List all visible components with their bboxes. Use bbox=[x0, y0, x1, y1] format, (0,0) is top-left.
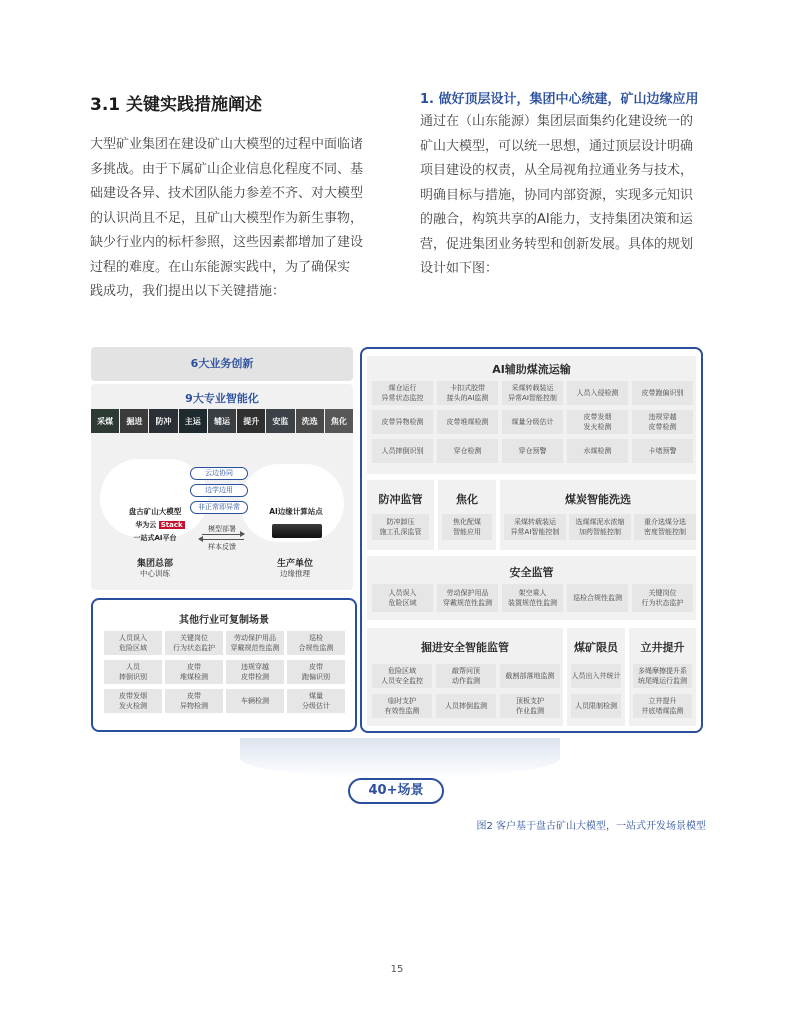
feedback-label: 样本反馈 bbox=[208, 543, 236, 551]
business-bar-label: 6大业务创新 bbox=[190, 357, 254, 370]
impact-title: 防冲监管 bbox=[378, 493, 423, 506]
scenes-badge: 40+场景 bbox=[348, 778, 444, 804]
scene-cell: 焦化配煤 智能应用 bbox=[442, 514, 492, 540]
scene-cell: 架空乘人 装置规范性监测 bbox=[502, 584, 563, 612]
arrow-right bbox=[202, 534, 244, 535]
subsection-heading: 1. 做好顶层设计，集团中心统建，矿山边缘应用 bbox=[420, 92, 699, 107]
paragraph-line: 设计如下图： bbox=[420, 261, 499, 276]
scene-cell: 皮带发烟 发火检测 bbox=[567, 410, 628, 434]
scene-cell: 皮带 异物检测 bbox=[165, 689, 223, 713]
scene-cell: 人员摔倒监测 bbox=[436, 694, 496, 718]
specialty-tile: 主运 bbox=[179, 409, 207, 433]
paragraph-line: 的认识尚且不足，且矿山大模型作为新生事物， bbox=[90, 210, 364, 226]
specialty-tile: 采煤 bbox=[91, 409, 119, 433]
scene-cell: 多绳摩擦提升系 统尾绳运行监测 bbox=[633, 664, 692, 688]
scene-cell: 关键岗位 行为状态监护 bbox=[632, 584, 693, 612]
scene-cell: 人员误入 危险区域 bbox=[372, 584, 433, 612]
edge-site-label: AI边缘计算站点 bbox=[269, 507, 323, 516]
right-paragraph bbox=[420, 110, 710, 282]
prod-subtitle: 边缘推理 bbox=[280, 569, 310, 578]
sync-pill: 云边协同 bbox=[190, 467, 248, 480]
deploy-label: 模型部署 bbox=[208, 525, 236, 533]
scene-cell: 劳动保护用品 穿戴规范性监测 bbox=[437, 584, 498, 612]
scene-cell: 人员入侵检测 bbox=[567, 381, 628, 405]
coking-title: 焦化 bbox=[456, 493, 478, 506]
scene-cell: 皮带发烟 发火检测 bbox=[104, 689, 162, 713]
paragraph-line: 过程的难度。在山东能源实践中，为了确保实 bbox=[90, 259, 351, 275]
paragraph-line: 项目建设的权责，从全局视角拉通业务与技术， bbox=[420, 163, 694, 178]
specialty-tile: 焦化 bbox=[325, 409, 353, 433]
washing-title: 煤炭智能洗选 bbox=[565, 493, 631, 506]
architecture-figure bbox=[90, 346, 706, 736]
scene-cell: 卡扣式胶带 接头的AI监测 bbox=[437, 381, 498, 405]
scene-cell: 巡检 合规性监测 bbox=[287, 631, 345, 655]
specialty-tile: 防冲 bbox=[149, 409, 177, 433]
staff-title: 煤矿限员 bbox=[574, 641, 618, 654]
specialty-title: 9大专业智能化 bbox=[185, 392, 259, 405]
scene-cell: 截割部落地监测 bbox=[500, 664, 560, 688]
figure-shadow bbox=[240, 738, 560, 778]
scene-cell: 关键岗位 行为状态监护 bbox=[165, 631, 223, 655]
sync-pill: 非正常即异常 bbox=[190, 501, 248, 514]
scene-cell: 穿仓预警 bbox=[502, 439, 563, 463]
arrowhead-right-icon bbox=[240, 531, 245, 537]
scene-cell: 人员限制检测 bbox=[571, 694, 621, 718]
page-number: 15 bbox=[390, 964, 404, 975]
arrow-left bbox=[202, 539, 244, 540]
paragraph-line: 通过在（山东能源）集团层面集约化建设统一的 bbox=[420, 114, 694, 129]
specialty-tile: 安监 bbox=[266, 409, 294, 433]
scene-cell: 人员摔倒识别 bbox=[372, 439, 433, 463]
specialty-strip bbox=[91, 409, 353, 433]
brand-stack: Stack bbox=[160, 521, 183, 529]
specialty-tile: 洗选 bbox=[296, 409, 324, 433]
hq-model-label: 盘古矿山大模型 bbox=[128, 507, 182, 516]
paragraph-line: 明确目标与措施，协同内部资源，实现多元知识 bbox=[420, 187, 694, 203]
scene-cell: 违规穿越 皮带检测 bbox=[226, 660, 284, 684]
scene-cell: 人员 摔倒识别 bbox=[104, 660, 162, 684]
scene-cell: 煤量 分级估计 bbox=[287, 689, 345, 713]
paragraph-line: 践成功，我们提出以下关键措施： bbox=[90, 284, 286, 299]
scene-cell: 临时支护 有效性监测 bbox=[372, 694, 432, 718]
specialty-tile: 掘进 bbox=[120, 409, 148, 433]
paragraph-line: 营，促进集团业务转型和创新发展。具体的规划 bbox=[420, 236, 694, 252]
safety-title: 安全监管 bbox=[509, 566, 554, 579]
business-bar bbox=[91, 347, 353, 381]
ai-transport-title: AI辅助煤流运输 bbox=[492, 363, 571, 376]
paragraph-line: 多挑战。由于下属矿山企业信息化程度不同、基 bbox=[90, 161, 364, 177]
scene-cell: 皮带 跑偏识别 bbox=[287, 660, 345, 684]
brand-prefix: 华为云 bbox=[135, 521, 157, 529]
paragraph-line: 大型矿业集团在建设矿山大模型的过程中面临诸 bbox=[90, 137, 364, 152]
scene-cell: 采煤转载装运 异常AI智能控制 bbox=[502, 381, 563, 405]
scene-cell: 采煤转载装运 异常AI智能控制 bbox=[504, 514, 566, 540]
sync-pill: 边学边用 bbox=[190, 484, 248, 497]
scene-cell: 煤量分级估计 bbox=[502, 410, 563, 434]
left-paragraph bbox=[90, 133, 380, 305]
scene-cell: 顶板支护 作业监测 bbox=[500, 694, 560, 718]
specialty-tile: 提升 bbox=[237, 409, 265, 433]
hq-platform-label: 一站式AI平台 bbox=[133, 534, 177, 542]
scene-cell: 卡堵预警 bbox=[632, 439, 693, 463]
scene-cell: 煤仓运行 异常状态监控 bbox=[372, 381, 433, 405]
scene-cell: 选煤煤泥水浓缩 加药智能控制 bbox=[569, 514, 631, 540]
scene-cell: 敲帮问顶 动作监测 bbox=[436, 664, 496, 688]
scene-cell: 皮带 堆煤检测 bbox=[165, 660, 223, 684]
paragraph-line: 的融合，构筑共享的AI能力，支持集团决策和运 bbox=[420, 212, 693, 227]
paragraph-line: 缺少行业内的标杆参照，这些因素都增加了建设 bbox=[90, 235, 364, 250]
figure-caption: 图2 客户基于盘古矿山大模型，一站式开发场景模型 bbox=[476, 821, 706, 832]
huawei-cloud-logo bbox=[120, 520, 200, 530]
scene-cell: 防冲卸压 施工孔深监管 bbox=[372, 514, 429, 540]
scene-cell: 违规穿越 皮带检测 bbox=[632, 410, 693, 434]
prod-title: 生产单位 bbox=[276, 559, 313, 569]
excavation-title: 掘进安全智能监管 bbox=[421, 641, 509, 654]
scene-cell: 重介选煤分选 密度智能控制 bbox=[634, 514, 696, 540]
scene-cell: 皮带堆煤检测 bbox=[437, 410, 498, 434]
scene-cell: 劳动保护用品 穿戴规范性监测 bbox=[226, 631, 284, 655]
hoist-title: 立井提升 bbox=[640, 641, 685, 654]
section-title: 3.1 关键实践措施阐述 bbox=[90, 95, 263, 115]
paragraph-line: 础建设各异、技术团队能力参差不齐、对大模型 bbox=[90, 186, 364, 201]
scene-cell: 危险区域 人员安全监控 bbox=[372, 664, 432, 688]
scene-cell: 人员误入 危险区域 bbox=[104, 631, 162, 655]
scene-cell: 水煤检测 bbox=[567, 439, 628, 463]
scene-cell: 人员出入井统计 bbox=[571, 664, 621, 688]
scene-cell: 巡检合规性监测 bbox=[567, 584, 628, 612]
hq-title: 集团总部 bbox=[136, 559, 173, 569]
paragraph-line: 矿山大模型，可以统一思想，通过顶层设计明确 bbox=[420, 138, 694, 154]
other-industry-title: 其他行业可复制场景 bbox=[179, 615, 269, 626]
hq-subtitle: 中心训练 bbox=[140, 569, 170, 578]
specialty-tile: 辅运 bbox=[208, 409, 236, 433]
scene-cell: 皮带跑偏识别 bbox=[632, 381, 693, 405]
scene-cell: 皮带异物检测 bbox=[372, 410, 433, 434]
scene-cell: 穿仓检测 bbox=[437, 439, 498, 463]
server-icon bbox=[272, 524, 322, 538]
scene-cell: 车辆检测 bbox=[226, 689, 284, 713]
scene-cell: 立井提升 井底堵煤监测 bbox=[633, 694, 692, 718]
